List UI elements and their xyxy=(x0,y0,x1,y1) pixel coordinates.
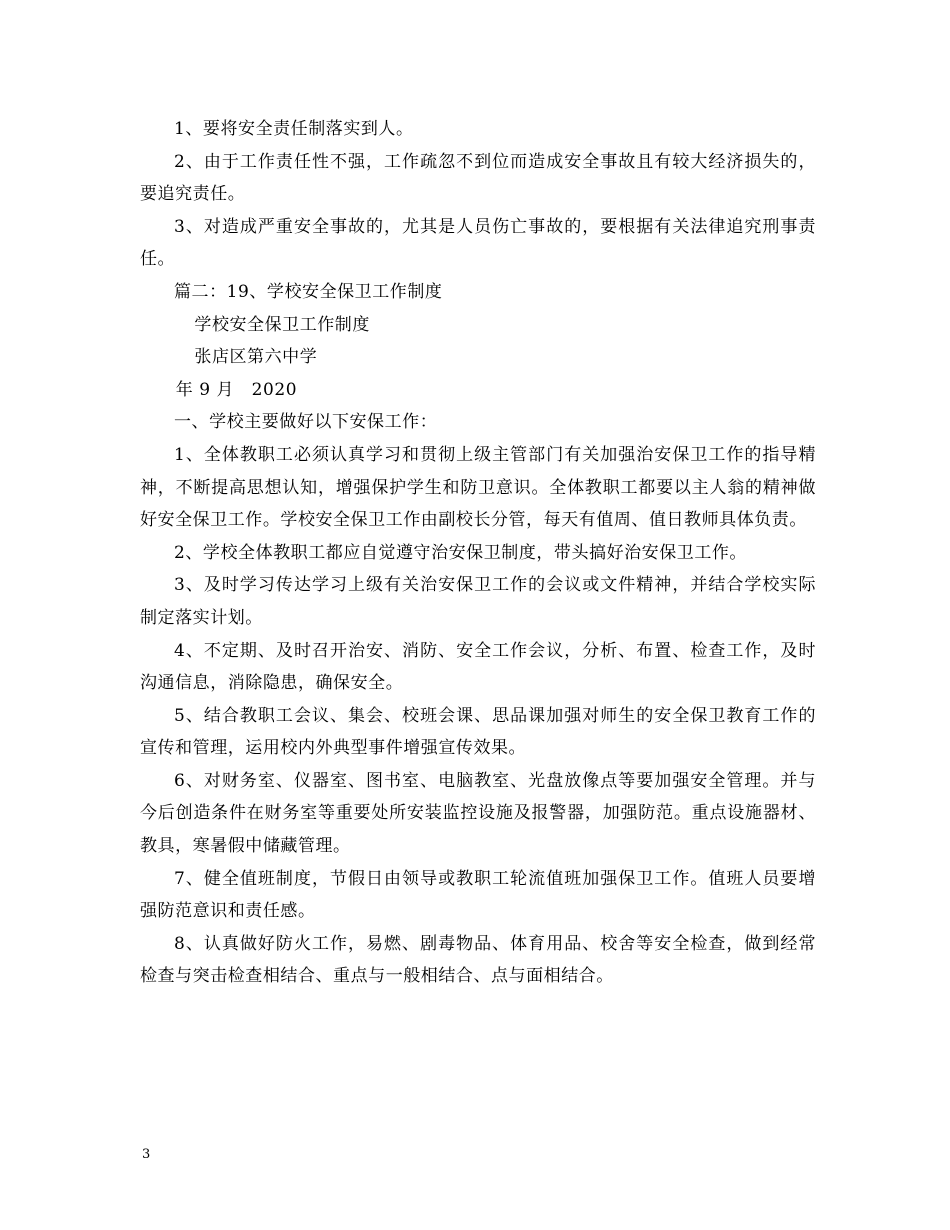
section-subheading: 一、学校主要做好以下安保工作： xyxy=(174,412,438,433)
paragraph-item-6: 6、对财务室、仪器室、图书室、电脑教室、光盘放像点等要加强安全管理。并与今后创造条件在财务室等重要处所安装监控设施及报警器，加强防范。重点设施器材、教具，寒暑假中储藏管理。 xyxy=(140,770,816,857)
document-title: 学校安全保卫工作制度 xyxy=(194,314,370,335)
document-date: 年 9 月 2020 xyxy=(175,379,298,400)
document-body xyxy=(140,113,816,993)
paragraph-item-3: 3、及时学习传达学习上级有关治安保卫工作的会议或文件精神，并结合学校实际制定落实计划。 xyxy=(140,575,816,628)
paragraph-item-1: 1、全体教职工必须认真学习和贯彻上级主管部门有关加强治安保卫工作的指导精神，不断提高思想认知，增强保护学生和防卫意识。全体教职工都要以主人翁的精神做好安全保卫工作。学校安全保卫工作由副校长分管，每天有值周、值日教师具体负责。 xyxy=(140,444,816,531)
paragraph-responsibility-2: 2、由于工作责任性不强，工作疏忽不到位而造成安全事故且有较大经济损失的，要追究责任。 xyxy=(140,151,816,205)
school-name: 张店区第六中学 xyxy=(194,347,318,368)
paragraph-item-5: 5、结合教职工会议、集会、校班会课、思品课加强对师生的安全保卫教育工作的宣传和管理，运用校内外典型事件增强宣传效果。 xyxy=(140,705,816,759)
page-number: 3 xyxy=(142,1147,151,1162)
section-heading: 篇二：19、学校安全保卫工作制度 xyxy=(174,281,443,302)
paragraph-item-2: 2、学校全体教职工都应自觉遵守治安保卫制度，带头搞好治安保卫工作。 xyxy=(174,542,747,563)
paragraph-responsibility-1: 1、要将安全责任制落实到人。 xyxy=(174,119,414,139)
paragraph-item-8: 8、认真做好防火工作，易燃、剧毒物品、体育用品、校舍等安全检查，做到经常检查与突击检查相结合、重点与一般相结合、点与面相结合。 xyxy=(140,933,816,987)
paragraph-item-4: 4、不定期、及时召开治安、消防、安全工作会议，分析、布置、检查工作，及时沟通信息，消除隐患，确保安全。 xyxy=(140,640,816,694)
paragraph-responsibility-3: 3、对造成严重安全事故的，尤其是人员伤亡事故的，要根据有关法律追究刑事责任。 xyxy=(140,216,816,270)
paragraph-item-7: 7、健全值班制度，节假日由领导或教职工轮流值班加强保卫工作。值班人员要增强防范意识和责任感。 xyxy=(140,868,816,922)
